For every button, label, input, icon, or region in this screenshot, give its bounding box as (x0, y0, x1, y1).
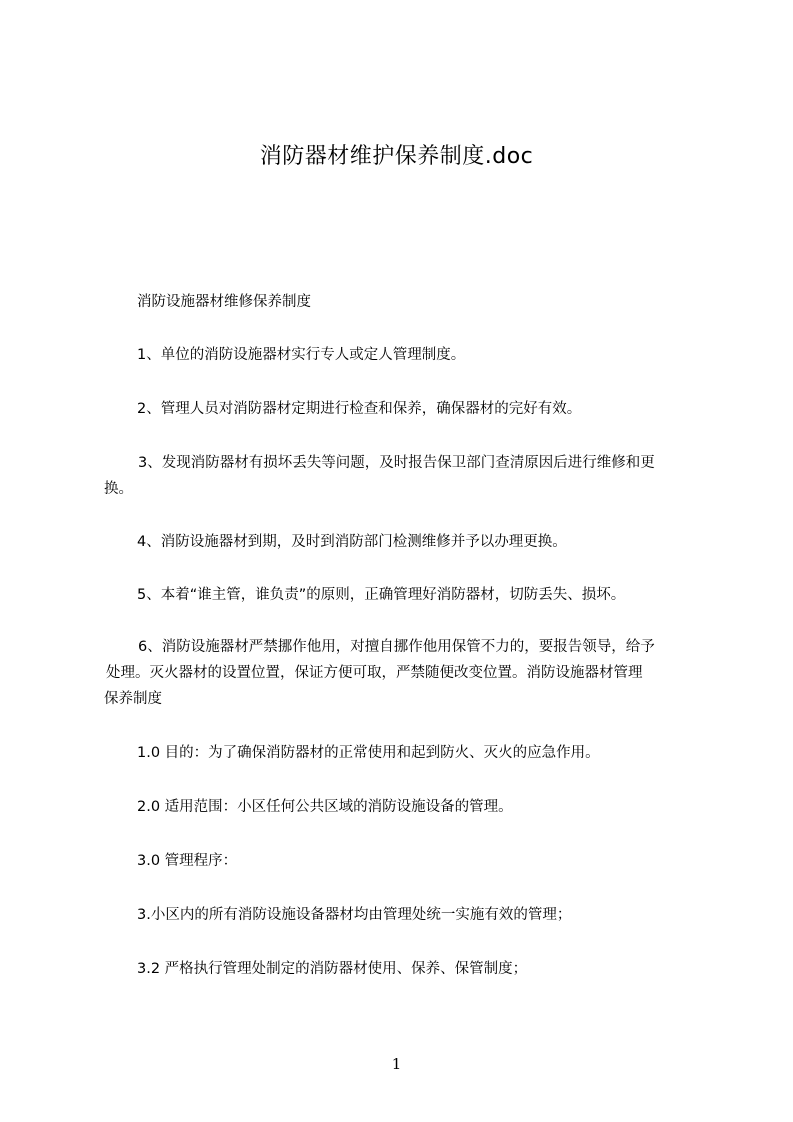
paragraph-3-line-2: 换。 (104, 481, 133, 497)
paragraph-procedure-1: 3.小区内的所有消防设施设备器材均由管理处统一实施有效的管理； (137, 907, 572, 923)
paragraph-1: 1、单位的消防设施器材实行专人或定人管理制度。 (137, 347, 466, 363)
paragraph-6 (104, 634, 716, 712)
paragraph-scope: 2.0 适用范围：小区任何公共区域的消防设施设备的管理。 (137, 799, 513, 815)
paragraph-3 (104, 450, 716, 502)
page-number: 1 (391, 1055, 402, 1073)
paragraph-6-line-1: 6、消防设施器材严禁挪作他用，对擅自挪作他用保管不力的，要报告领导，给予 (138, 639, 655, 655)
document-title: 消防器材维护保养制度.doc (259, 144, 534, 169)
paragraph-procedure-heading: 3.0 管理程序： (137, 853, 238, 869)
paragraph-6-line-2: 处理。灭火器材的设置位置，保证方便可取，严禁随便改变位置。消防设施器材管理 (106, 665, 643, 681)
paragraph-purpose: 1.0 目的：为了确保消防器材的正常使用和起到防火、灭火的应急作用。 (137, 745, 600, 761)
paragraph-5: 5、本着“谁主管，谁负责”的原则，正确管理好消防器材，切防丢失、损坏。 (137, 587, 626, 603)
paragraph-3-line-1: 3、发现消防器材有损坏丢失等问题，及时报告保卫部门查清原因后进行维修和更 (138, 455, 655, 471)
paragraph-4: 4、消防设施器材到期，及时到消防部门检测维修并予以办理更换。 (137, 534, 567, 550)
paragraph-6-line-3: 保养制度 (104, 691, 162, 707)
paragraph-procedure-2: 3.2 严格执行管理处制定的消防器材使用、保养、保管制度； (137, 961, 528, 977)
paragraph-2: 2、管理人员对消防器材定期进行检查和保养，确保器材的完好有效。 (137, 401, 582, 417)
section-heading: 消防设施器材维修保养制度 (137, 294, 311, 310)
